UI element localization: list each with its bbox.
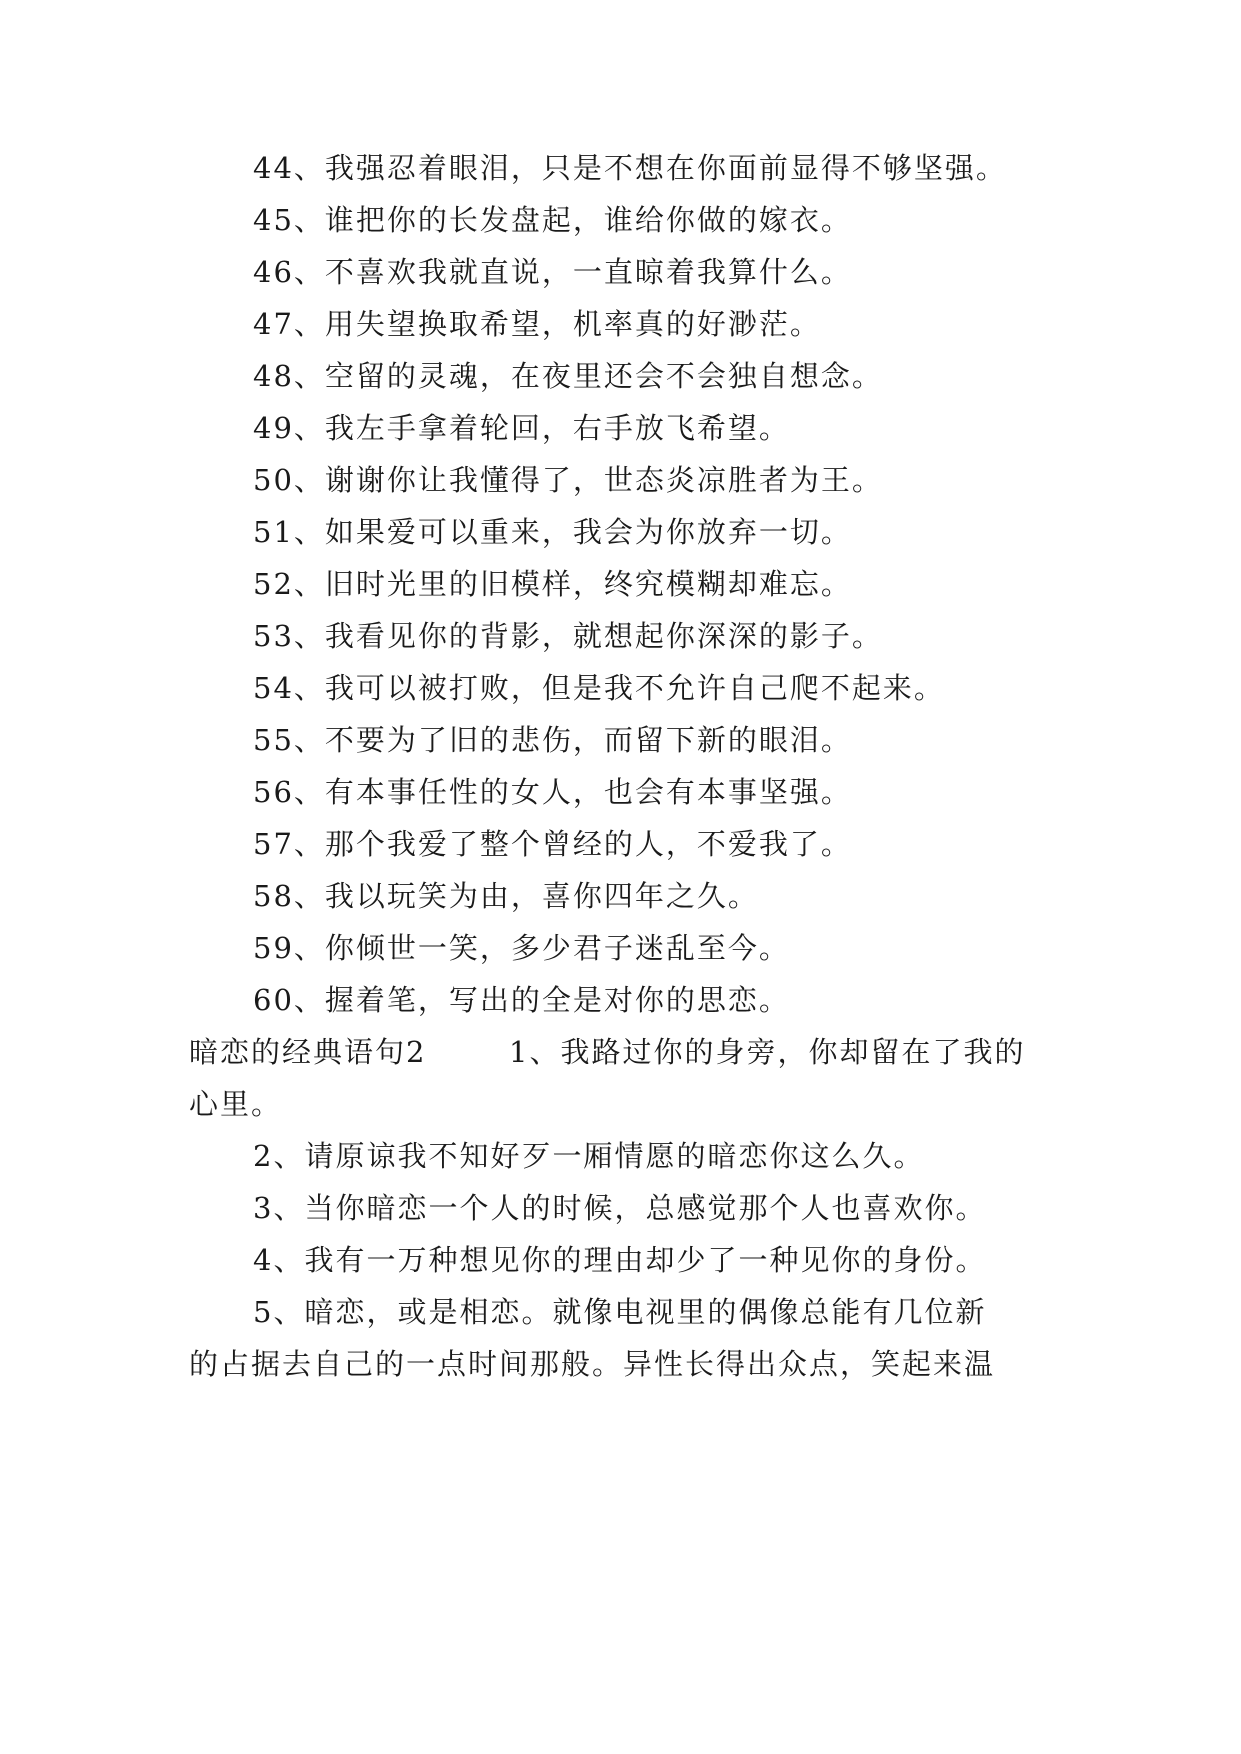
list-item-51: 51、如果爱可以重来，我会为你放弃一切。 [253, 515, 852, 549]
list-item-48: 48、空留的灵魂，在夜里还会不会独自想念。 [253, 359, 883, 393]
list-item-50: 50、谢谢你让我懂得了，世态炎凉胜者为王。 [253, 463, 883, 497]
list-item-1-start: 1、我路过你的身旁，你却留在了我的 [509, 1035, 1026, 1069]
list-item-53: 53、我看见你的背影，就想起你深深的影子。 [253, 619, 883, 653]
list-item-44: 44、我强忍着眼泪，只是不想在你面前显得不够坚强。 [253, 151, 1007, 185]
list-item-4: 4、我有一万种想见你的理由却少了一种见你的身份。 [253, 1243, 987, 1277]
list-item-60: 60、握着笔，写出的全是对你的思恋。 [253, 983, 790, 1017]
list-item-54: 54、我可以被打败，但是我不允许自己爬不起来。 [253, 671, 945, 705]
list-item-5: 5、暗恋，或是相恋。就像电视里的偶像总能有几位新 [253, 1295, 987, 1329]
list-item-3: 3、当你暗恋一个人的时候，总感觉那个人也喜欢你。 [253, 1191, 987, 1225]
list-item-45: 45、谁把你的长发盘起，谁给你做的嫁衣。 [253, 203, 852, 237]
list-item-2: 2、请原谅我不知好歹一厢情愿的暗恋你这么久。 [253, 1139, 925, 1173]
list-item-58: 58、我以玩笑为由，喜你四年之久。 [253, 879, 759, 913]
list-item-49: 49、我左手拿着轮回，右手放飞希望。 [253, 411, 790, 445]
list-item-47: 47、用失望换取希望，机率真的好渺茫。 [253, 307, 821, 341]
list-item-57: 57、那个我爱了整个曾经的人，不爱我了。 [253, 827, 852, 861]
list-item-1-continuation: 心里。 [189, 1087, 283, 1121]
section-heading-line [189, 1032, 1059, 1072]
list-item-56: 56、有本事任性的女人，也会有本事坚强。 [253, 775, 852, 809]
list-item-46: 46、不喜欢我就直说，一直晾着我算什么。 [253, 255, 852, 289]
list-item-5-continuation: 的占据去自己的一点时间那般。异性长得出众点，笑起来温 [189, 1347, 996, 1381]
list-item-55: 55、不要为了旧的悲伤，而留下新的眼泪。 [253, 723, 852, 757]
list-item-52: 52、旧时光里的旧模样，终究模糊却难忘。 [253, 567, 852, 601]
list-item-59: 59、你倾世一笑，多少君子迷乱至今。 [253, 931, 790, 965]
section-heading: 暗恋的经典语句2 [189, 1035, 427, 1069]
